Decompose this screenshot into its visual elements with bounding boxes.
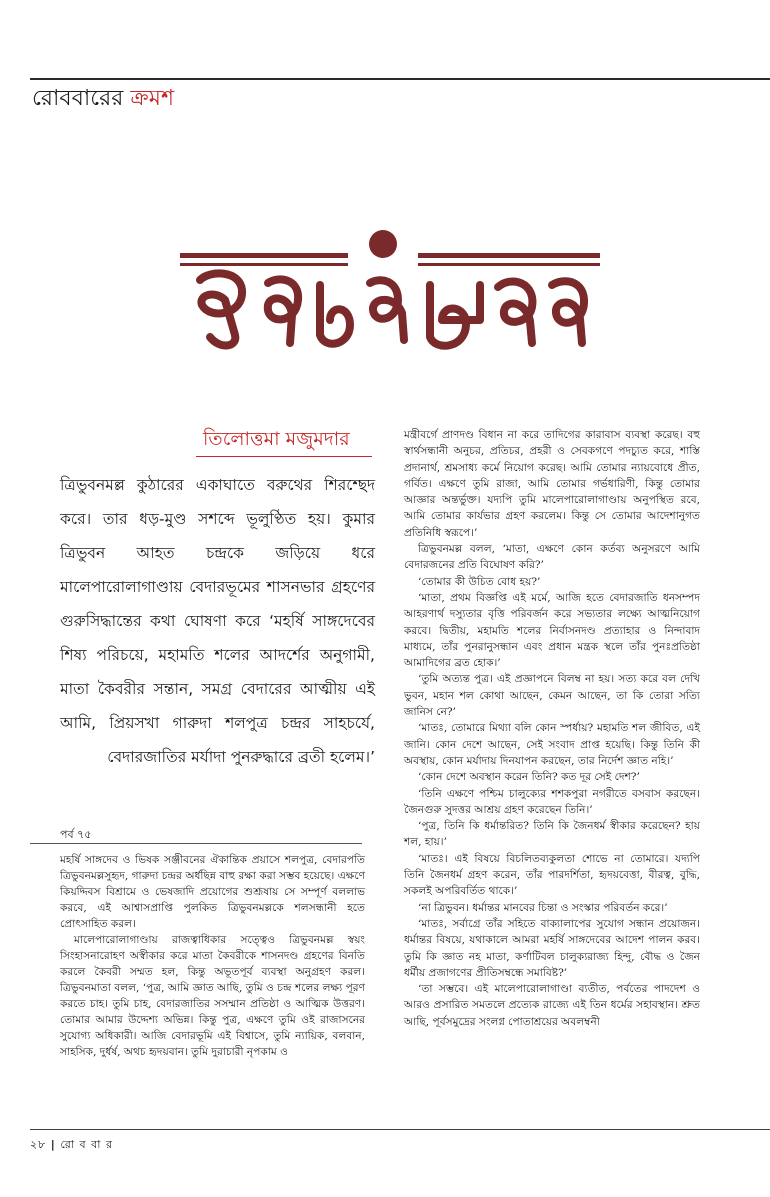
body-paragraph: ‘তোমার কী উচিত বোধ হয়?’ [418, 575, 541, 588]
author-underline [196, 456, 372, 457]
episode-rule [30, 843, 362, 844]
page-number: ২৮ [30, 1138, 47, 1151]
magazine-name: রো ব বা র [60, 1138, 114, 1151]
body-paragraph: মহর্ষি সাঙ্গদেব ও ভিষক সঞ্জীবনের ঐকান্তিক প্রয়াসে শলপুত্র, বেদারপতি ত্রিভুবনমল্লসুহৃদ, গারুদা চন্দ্রর অর্ধছিন্ন বাহু রক্ষা করা সম্ভব হয়েছে। এক্ষণে কিয়দ্দিবস বিশ্রামে ও ভেষজাদি প্রয়োগের শুশ্রূষায় সে সম্পূর্ণ বললাভ করবে, এই আশ্বাসপ্রাপ্তি পুলকিত ত্রিভুবনমল্লকে শলসন্ধানী হতে প্রোৎসাহিত করল। [60, 854, 365, 930]
section-title: রোববারের [32, 86, 124, 111]
body-paragraph: মালেপারোলাগাণ্ডায় রাজত্বাধিকার সত্ত্বেও ত্রিভুবনমল্ল স্বয়ং সিংহাসনারোহণ অস্বীকার করে মাতা কৈবরীকে শাসনদণ্ড গ্রহণের বিনতি করলে কৈবরী সম্মত হল, কিন্তু অভূতপূর্ব ব্যবস্থা অনুগ্রহণ করল। ত্রিভুবনমাতা বলল, ‘পুত্র, আমি জ্ঞাত আছি, তুমি ও চন্দ্র শলের লক্ষ্য পূরণ করতে চাহ। তুমি চাহ, বেদারজাতির সসম্মান প্রতিষ্ঠা ও আত্মিক উত্তরণ। তোমার আমার উদ্দেশ্য অভিন্ন। কিন্তু পুত্র, এক্ষণে তুমি ওই রাজাসনের সুযোগ্য অধিকারী। আজি বেদারভূমি এই বিশ্বাসে, তুমি ন্যায়িক, বলবান, সাহসিক, দুর্ধর্ষ, অথচ হৃদয়বান। তুমি দুরাচারী নৃপকাম ও [60, 934, 365, 1058]
section-title-accent: ক্রমশ [130, 86, 174, 111]
logo-bar-right-top [418, 253, 600, 258]
logo-lettering [200, 273, 584, 345]
right-column [404, 427, 700, 1030]
body-paragraph: ‘কোন দেশে অবস্থান করেন তিনি? কত দূর সেই দেশ?’ [418, 771, 640, 784]
logo-bar-right-bottom [418, 263, 600, 266]
body-paragraph: ‘পুত্র, তিনি কি ধর্মান্তরিত? তিনি কি জৈনধর্ম স্বীকার করেছেন? হায় শল, হায়।’ [404, 820, 700, 849]
intro-summary: ত্রিভুবনমল্ল কুঠারের একাঘাতে বরুথের শিরশ্ছেদ করে। তার ধড়-মুণ্ড সশব্দে ভূলুণ্ঠিত হয়। কুমার ত্রিভুবন আহত চন্দ্রকে জড়িয়ে ধরে মালেপারোলাগাণ্ডায় বেদারভূমের শাসনভার গ্রহণের গুরুসিদ্ধান্তের কথা ঘোষণা করে ‘মহর্ষি সাঙ্গদেবের শিষ্য পরিচয়ে, মহামতি শলের আদর্শের অনুগামী, মাতা কৈবরীর সন্তান, সমগ্র বেদারের আত্মীয় এই আমি, প্রিয়সখা গারুদা শলপুত্র চন্দ্রর সাহচর্যে, বেদারজাতির মর্যাদা পুনরুদ্ধারে ব্রতী হলেম।’ [60, 476, 375, 766]
body-paragraph: ‘মাতঃ, তোমারে মিথ্যা বলি কোন স্পর্ধায়? মহামতি শল জীবিত, এই জানি। কোন দেশে আছেন, সেই সংবাদ প্রাপ্ত হয়েছি। কিন্তু তিনি কী অবস্থায়, কোন মর্যাদায় দিনযাপন করছেন, তার নির্দেশ জ্ঞাত নহি।’ [404, 722, 700, 767]
body-paragraph: ‘মাতঃ, সর্বাগ্রে তাঁর সহিতে বাক্যালাপের সুযোগ সন্ধান প্রয়োজন। ধর্মান্তর বিষয়ে, যথাকালে আমরা মহর্ষি সাঙ্গদেবের আদেশ পালন করব। তুমি কি জ্ঞাত নহ মাতা, কর্ণাটিবল চালুক্যরাজ্য হিন্দু, বৌদ্ধ ও জৈন ধর্মীয় প্রজাগণের প্রীতিসম্বন্ধে সমাবিষ্ট?’ [404, 917, 700, 979]
serial-title-logo [180, 225, 600, 360]
body-paragraph: ‘তা সম্ভবে। এই মালেপারোলাগাণ্ডা ব্যতীত, পর্বতের পাদদেশ ও আরও প্রসারিত সমতলে প্রত্যেক রাজ্যে এই তিন ধর্মের সহাবস্থান। শ্রুত আছি, পূর্বসমুদ্রের সংলগ্ন পোতাশ্রয়ের অবলম্বনী [404, 983, 700, 1028]
body-paragraph: ‘মাতঃ। এই বিষয়ে বিচলিতব্যকুলতা শোভে না তোমারে। যদ্যপি তিনি জৈনধর্ম গ্রহণ করেন, তাঁর পারদর্শিতা, হৃদয়বেত্তা, বীরত্ব, বুদ্ধি, সকলই অপরিবর্তিত থাকে।’ [404, 852, 700, 898]
section-header [32, 84, 174, 114]
page-footer [30, 1136, 113, 1155]
footer-separator: | [50, 1138, 56, 1151]
author-name: তিলোত্তমা মজুমদার [203, 428, 350, 450]
episode-number: পর্ব ৭৫ [60, 828, 92, 841]
logo-bar-left-top [180, 253, 348, 258]
body-paragraph: মন্ত্রীবর্গে প্রাণদণ্ড বিধান না করে তাদিগের কারাবাস ব্যবস্থা করেছ। বহু স্বার্থসন্ধানী অনুচর, প্রতিচর, প্রহরী ও সেবকগণে পদচ্যুত করে, শাস্তি প্রদানার্থ, শ্রমসাধ্য কর্মে নিয়োগ করেছ। আমি তোমার ন্যায়বোধে প্রীত, গর্বিত। এক্ষণে তুমি রাজা, আমি তোমার গর্ভধারিণী, কিন্তু তোমার আজ্ঞার অন্তর্ভুক্ত। যদ্যপি তুমি মালেপারোলাগাণ্ডায় অনুপস্থিত রবে, আমি তোমার কার্যভার গ্রহণ করলেম। কিন্তু সে তোমার আদেশানুগত প্রতিনিধি স্বরূপে।’ [404, 429, 700, 539]
body-paragraph: ‘না ত্রিভুবন। ধর্মান্তর মানবের চিন্তা ও সংস্কার পরিবর্তন করে।’ [418, 901, 668, 914]
body-paragraph: ‘মাতা, প্রথম বিজ্ঞপ্তি এই মর্মে, আজি হতে বেদারজাতি ধনসম্পদ আহরণার্থ দস্যুতার বৃত্তি পরিবর্জন করে সভ্যতার লক্ষ্যে আত্মনিয়োগ করবে। দ্বিতীয়, মহামতি শলের নির্বাসনদণ্ড প্রত্যাহার ও নিন্দাবাদ মাধ্যমে, তাঁর পুনরানুসন্ধান এবং প্রধান মন্ত্রক স্থলে তাঁর পুনঃপ্রতিষ্ঠা আমাদিগের ব্রত হোক।’ [404, 591, 700, 670]
body-paragraph: ‘তিনি এক্ষণে পশ্চিম চালুক্যের শশকপুরা নগরীতে বসবাস করছেন। জৈনগুরু সুদত্তর আশ্রয় গ্রহণ করেছেন তিনি।’ [404, 787, 700, 816]
left-column [60, 852, 365, 1060]
logo-bar-left-bottom [180, 263, 348, 266]
top-rule [30, 78, 770, 80]
logo-dot [369, 230, 397, 258]
footer-rule [30, 1129, 770, 1130]
body-paragraph: ‘তুমি অত্যন্ত পুত্র। এই প্রজ্ঞাপনে বিলম্ব না হয়। সত্য করে বল দেখি ভুবন, মহান শল কোথা আছেন, কেমন আছেন, তা কি তোরা সত্যি জানিস নে?’ [404, 673, 700, 719]
body-paragraph: ত্রিভুবনমল্ল বলল, ‘মাতা, এক্ষণে কোন কর্তব্য অনুসরণে আমি বেদারজনের প্রতি বিঘোষণ করি?’ [404, 543, 700, 572]
